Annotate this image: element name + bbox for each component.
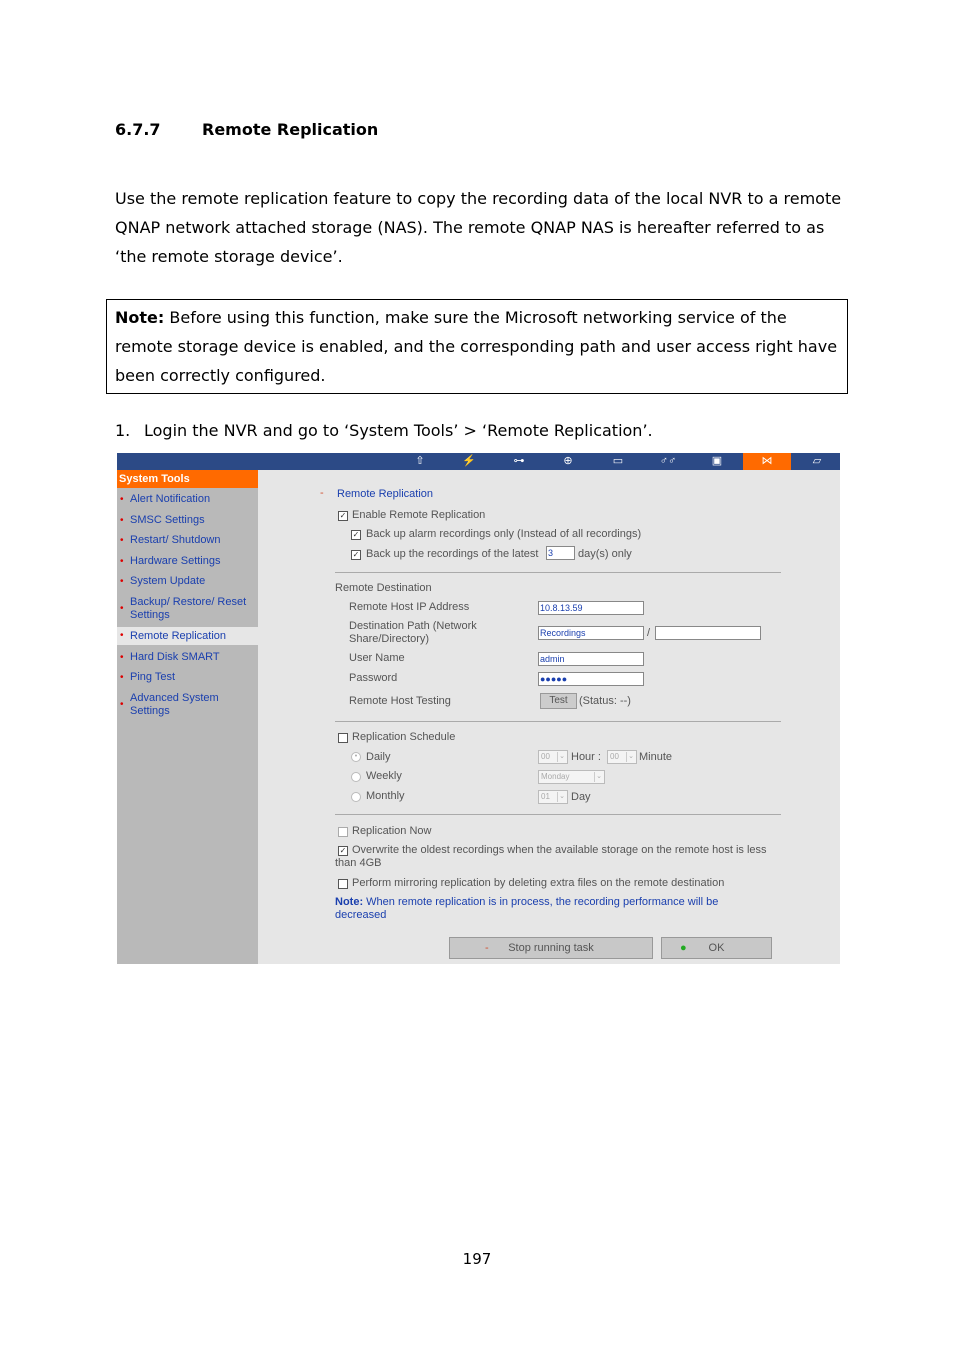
divider (335, 572, 781, 573)
flash-icon[interactable]: ⚡ (462, 455, 476, 467)
user-label: User Name (349, 652, 405, 664)
alarm-only-label: Back up alarm recordings only (Instead of all recordings) (366, 528, 642, 540)
mirroring-checkbox[interactable] (338, 879, 348, 889)
host-ip-input[interactable]: 10.8.13.59 (538, 601, 644, 615)
log-icon[interactable]: ▱ (812, 455, 822, 467)
step-number: 1. (115, 421, 131, 440)
monthly-label: Monthly (366, 790, 405, 802)
test-status: (Status: --) (579, 695, 631, 707)
replicate-now-label: Replication Now (352, 825, 432, 837)
note-text: Before using this function, make sure the Microsoft networking service of the remote storage device is enabled, and the corresponding path and user access right have been correctly configured. (115, 308, 838, 385)
latest-prefix-label: Back up the recordings of the latest (366, 548, 539, 560)
testing-label: Remote Host Testing (349, 695, 451, 707)
host-ip-label: Remote Host IP Address (349, 601, 470, 613)
password-label: Password (349, 672, 398, 684)
section-title: Remote Replication (202, 120, 379, 139)
replication-note (335, 896, 765, 922)
chevron-down-icon: ⌄ (557, 752, 566, 762)
path-directory-input[interactable] (655, 626, 761, 640)
user-input[interactable]: admin (538, 652, 644, 666)
section-number: 6.7.7 (115, 120, 161, 139)
overwrite-label: Overwrite the oldest recordings when the available storage on the remote host is less than 4GB (335, 844, 767, 869)
tools-icon[interactable]: ⋈ (743, 453, 791, 470)
path-share-input[interactable]: Recordings (538, 626, 644, 640)
drive-icon[interactable]: ▭ (612, 455, 624, 467)
sidebar: System Tools • Alert Notification • SMSC Settings • Restart/ Shutdown • Hardware Settings • System Update • Backup/ Restore/ Reset Settings • Remote Replication • Hard Disk SMART • Ping Test • Advanced System Settings (117, 470, 258, 964)
chevron-down-icon: ⌄ (594, 772, 603, 782)
intro-paragraph: Use the remote replication feature to copy the recording data of the local NVR to a remote QNAP network attached storage (NAS). The remote QNAP NAS is hereafter referred to as ‘the remote storage device’. (115, 189, 842, 266)
settings-panel (258, 470, 840, 964)
chevron-down-icon: ⌄ (557, 792, 566, 802)
nvr-screenshot (117, 453, 840, 964)
stop-icon: - (485, 942, 489, 954)
enable-label: Enable Remote Replication (352, 509, 486, 521)
page-number: 197 (462, 1250, 492, 1268)
step-1 (115, 421, 653, 440)
day-label: Day (571, 791, 591, 803)
step-text: Login the NVR and go to ‘System Tools’ > ‘Remote Replication’. (144, 421, 653, 440)
daily-label: Daily (366, 751, 391, 763)
alarm-only-checkbox[interactable]: ✓ (352, 530, 360, 539)
schedule-heading: Replication Schedule (352, 731, 456, 743)
monthly-radio[interactable] (351, 792, 361, 802)
weekday-select[interactable]: Monday ⌄ (538, 770, 605, 784)
ok-button[interactable]: ● OK (661, 937, 772, 959)
divider (335, 721, 781, 722)
mirroring-label: Perform mirroring replication by deleting extra files on the remote destination (352, 877, 725, 889)
home-icon[interactable]: ⇧ (415, 455, 425, 467)
weekly-radio[interactable] (351, 772, 361, 782)
daily-radio[interactable]: • (351, 752, 361, 762)
hour-label: Hour : (571, 751, 601, 763)
replicate-now-checkbox[interactable] (338, 827, 348, 837)
test-button[interactable]: Test (540, 693, 577, 709)
users-icon[interactable]: ♂♂ (659, 455, 677, 467)
replication-note-text: When remote replication is in process, the recording performance will be decreased (335, 896, 719, 921)
top-toolbar (117, 453, 840, 470)
note-box (106, 299, 848, 394)
sidebar-item-remote-replication[interactable]: • Remote Replication (117, 627, 258, 645)
minute-label: Minute (639, 751, 673, 763)
section-heading (115, 120, 378, 139)
chevron-down-icon: ⌄ (626, 752, 635, 762)
sidebar-item-backup-restore[interactable]: • Backup/ Restore/ Reset Settings (120, 596, 247, 621)
latest-days-input[interactable]: 3 (546, 546, 575, 560)
replication-note-label: Note: (335, 896, 364, 908)
panel-title: Remote Replication (337, 488, 433, 500)
latest-suffix-label: day(s) only (578, 548, 632, 560)
divider (335, 814, 781, 815)
title-dash: - (320, 487, 324, 499)
hour-select[interactable]: 00 ⌄ (538, 750, 568, 764)
overwrite-checkbox[interactable]: ✓ (339, 846, 347, 855)
enable-checkbox[interactable]: ✓ (339, 511, 347, 520)
day-select[interactable]: 01 ⌄ (538, 790, 568, 804)
stop-task-button[interactable]: - Stop running task (449, 937, 653, 959)
note-label: Note: (115, 308, 165, 327)
path-label: Destination Path (Network Share/Directory) (349, 620, 477, 645)
minute-select[interactable]: 00 ⌄ (607, 750, 637, 764)
weekly-label: Weekly (366, 770, 402, 782)
network-icon[interactable]: ⊶ (513, 455, 525, 467)
sidebar-item-advanced-system[interactable]: • Advanced System Settings (120, 692, 219, 717)
camera-icon[interactable]: ▣ (711, 455, 723, 467)
plug-icon[interactable]: ⊕ (563, 455, 573, 467)
path-separator: / (647, 627, 651, 639)
password-input[interactable]: ●●●●● (538, 672, 644, 686)
sidebar-title: System Tools (117, 470, 258, 488)
latest-days-checkbox[interactable]: ✓ (352, 550, 360, 559)
schedule-checkbox[interactable] (338, 733, 348, 743)
ok-icon: ● (680, 942, 687, 954)
destination-heading: Remote Destination (335, 582, 432, 594)
